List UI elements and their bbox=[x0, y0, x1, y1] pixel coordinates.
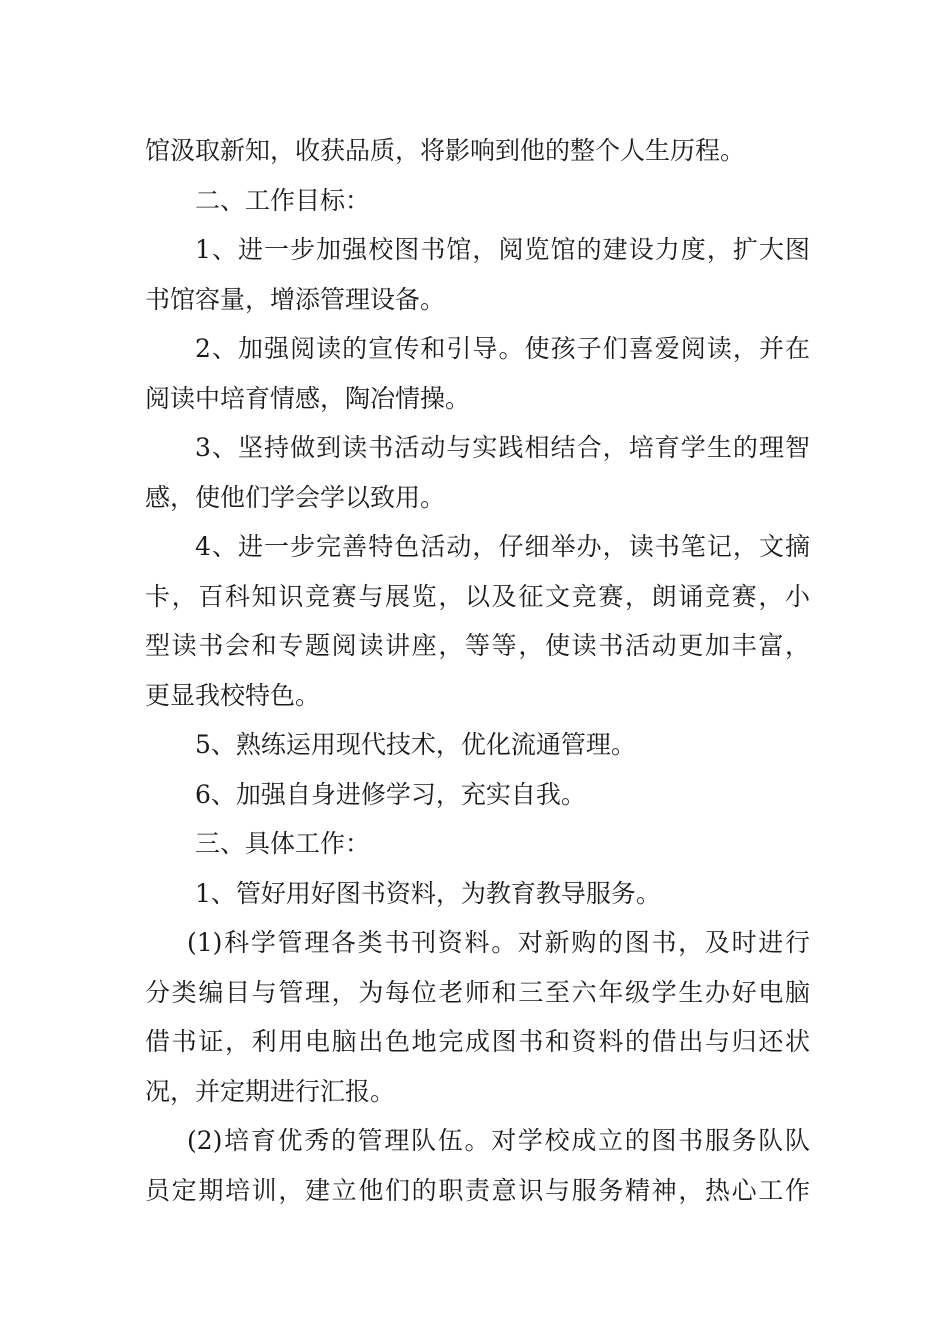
paragraph-line: 1、管好用好图书资料，为教育教导服务。 bbox=[195, 878, 661, 908]
paragraph-line: (1)科学管理各类书刊资料。对新购的图书，及时进行 bbox=[187, 928, 810, 957]
paragraph-line: 3、坚持做到读书活动与实践相结合，培育学生的理智 bbox=[195, 433, 810, 462]
paragraph-line: 感，使他们学会学以致用。 bbox=[145, 482, 446, 512]
paragraph-line: 更显我校特色。 bbox=[145, 680, 321, 710]
paragraph-line: 6、加强自身进修学习，充实自我。 bbox=[195, 779, 586, 809]
paragraph-line: 借书证，利用电脑出色地完成图书和资料的借出与归还状 bbox=[145, 1027, 810, 1056]
paragraph-line: 馆汲取新知，收获品质，将影响到他的整个人生历程。 bbox=[145, 136, 746, 165]
paragraph-line: 1、进一步加强校图书馆，阅览馆的建设力度，扩大图 bbox=[195, 235, 810, 264]
paragraph-line: (2)培育优秀的管理队伍。对学校成立的图书服务队队 bbox=[187, 1126, 810, 1155]
paragraph-line: 阅读中培育情感，陶冶情操。 bbox=[145, 383, 471, 413]
section-heading: 二、工作目标： bbox=[195, 185, 371, 215]
section-heading: 三、具体工作： bbox=[195, 829, 371, 858]
paragraph-line: 5、熟练运用现代技术，优化流通管理。 bbox=[195, 730, 636, 759]
paragraph-line: 书馆容量，增添管理设备。 bbox=[145, 284, 446, 314]
paragraph-line: 员定期培训，建立他们的职责意识与服务精神，热心工作 bbox=[145, 1175, 810, 1205]
paragraph-line: 况，并定期进行汇报。 bbox=[145, 1076, 396, 1106]
paragraph-line: 卡，百科知识竞赛与展览，以及征文竞赛，朗诵竞赛，小 bbox=[145, 581, 810, 611]
paragraph-line: 分类编目与管理，为每位老师和三至六年级学生办好电脑 bbox=[145, 977, 810, 1007]
document-body bbox=[145, 126, 810, 1215]
paragraph-line: 型读书会和专题阅读讲座，等等，使读书活动更加丰富， bbox=[145, 631, 810, 660]
paragraph-line: 4、进一步完善特色活动，仔细举办，读书笔记，文摘 bbox=[195, 532, 810, 561]
paragraph-line: 2、加强阅读的宣传和引导。使孩子们喜爱阅读，并在 bbox=[195, 334, 810, 363]
